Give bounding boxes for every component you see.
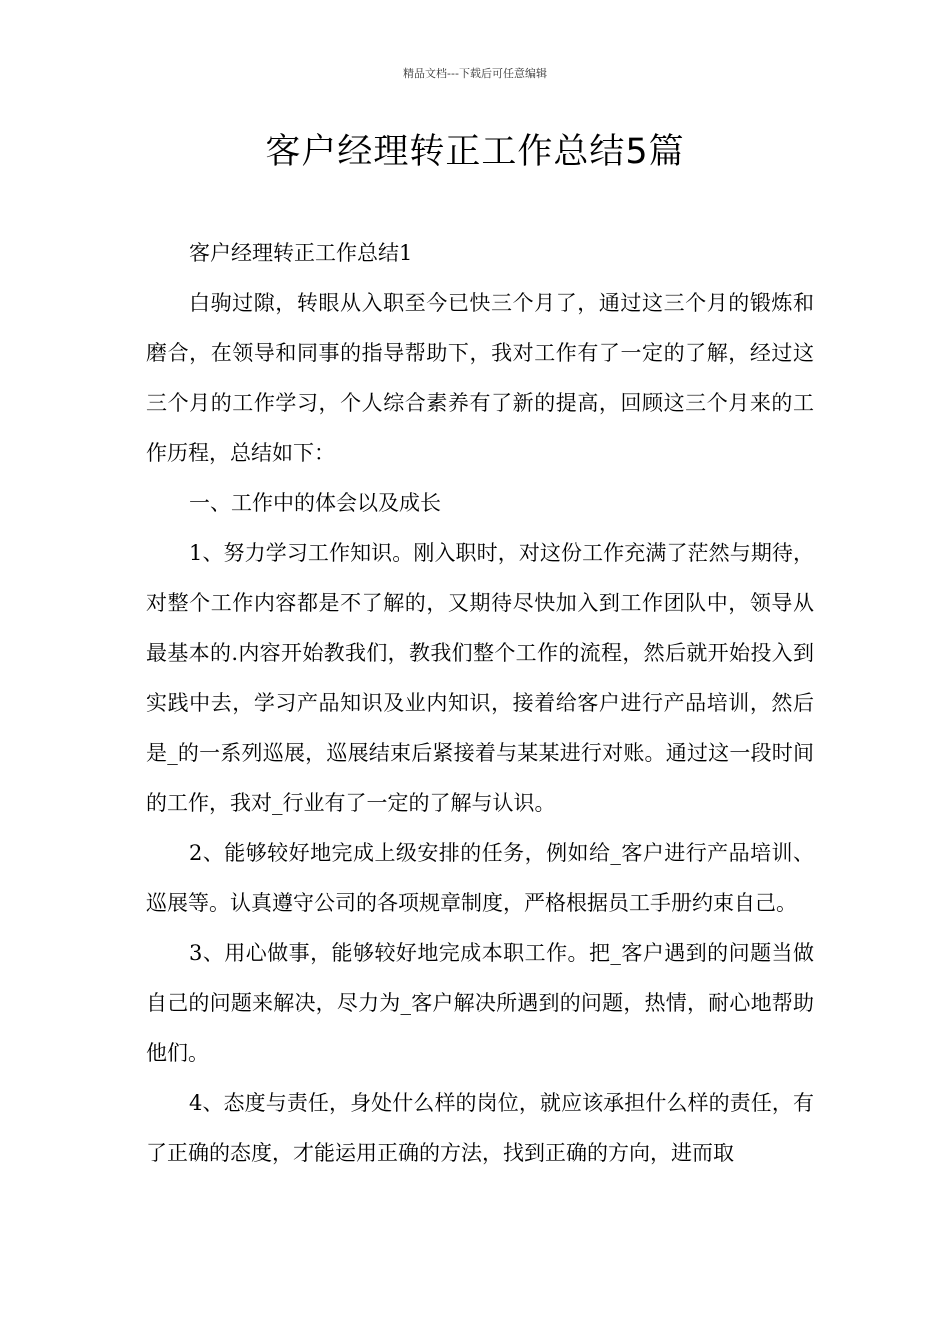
paragraph: 白驹过隙，转眼从入职至今已快三个月了，通过这三个月的锻炼和磨合，在领导和同事的指导帮助下，我对工作有了一定的了解，经过这三个月的工作学习，个人综合素养有了新的提高，回顾这三个月来的工作历程，总结如下： — [146, 291, 814, 465]
document-body — [146, 228, 814, 1178]
paragraph: 1、努力学习工作知识。刚入职时，对这份工作充满了茫然与期待，对整个工作内容都是不了解的，又期待尽快加入到工作团队中，领导从最基本的.内容开始教我们，教我们整个工作的流程，然后就开始投入到实践中去，学习产品知识及业内知识，接着给客户进行产品培训，然后是_的一系列巡展，巡展结束后紧接着与某某进行对账。通过这一段时间的工作，我对_行业有了一定的了解与认识。 — [146, 541, 814, 815]
header-note: 精品文档---下载后可任意编辑 — [403, 67, 547, 80]
paragraph: 2、能够较好地完成上级安排的任务，例如给_客户进行产品培训、巡展等。认真遵守公司的各项规章制度，严格根据员工手册约束自己。 — [146, 841, 814, 915]
paragraph: 4、态度与责任，身处什么样的岗位，就应该承担什么样的责任，有了正确的态度，才能运用正确的方法，找到正确的方向，进而取 — [146, 1091, 814, 1165]
section-heading: 客户经理转正工作总结1 — [189, 241, 413, 265]
document-title: 客户经理转正工作总结5篇 — [265, 132, 685, 172]
subsection-heading: 一、工作中的体会以及成长 — [189, 491, 441, 515]
paragraph: 3、用心做事，能够较好地完成本职工作。把_客户遇到的问题当做自己的问题来解决，尽力为_客户解决所遇到的问题，热情，耐心地帮助他们。 — [146, 941, 814, 1065]
